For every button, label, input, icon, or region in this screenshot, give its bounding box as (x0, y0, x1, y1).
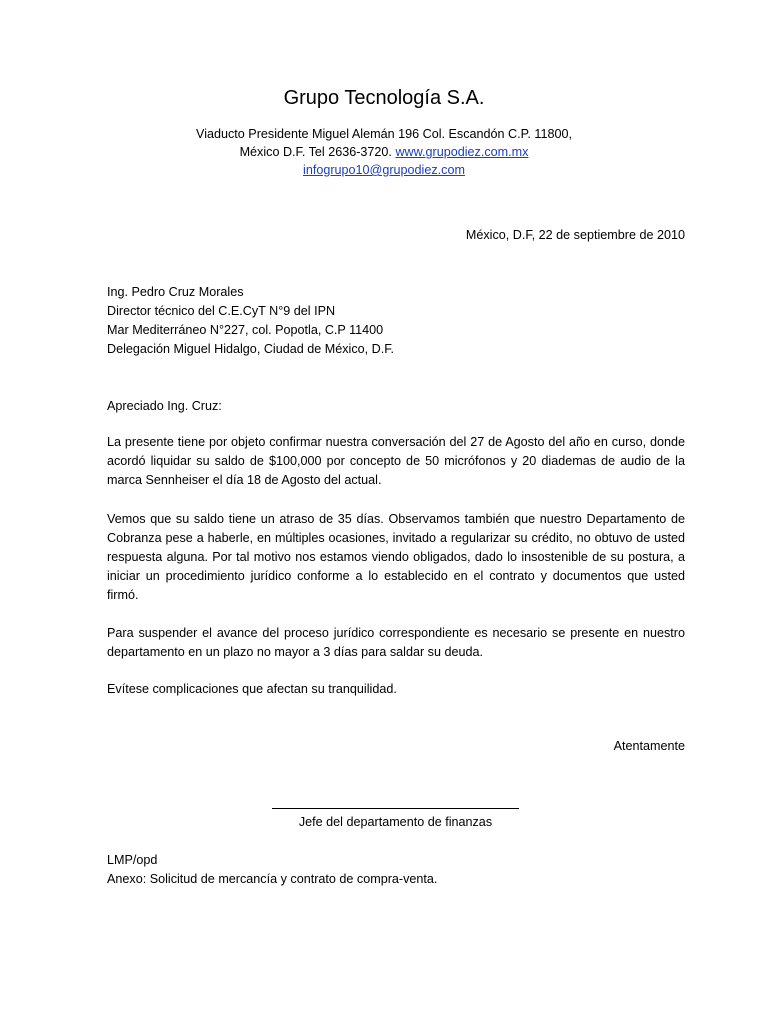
body-paragraph-3: Para suspender el avance del proceso jurídico correspondiente es necesario se presente en nuestro departamento en un plazo no mayor a 3 días para saldar su deuda. (107, 626, 685, 659)
signature-line (272, 808, 519, 809)
email-link[interactable]: infogrupo10@grupodiez.com (303, 163, 465, 177)
recipient-address-line2: Delegación Miguel Hidalgo, Ciudad de México, D.F. (107, 342, 395, 356)
company-name: Grupo Tecnología S.A. (283, 87, 485, 109)
company-address-line2 (0, 143, 768, 161)
recipient-title: Director técnico del C.E.CyT N°9 del IPN (107, 304, 336, 318)
reference-initials: LMP/opd (107, 853, 158, 867)
company-email-line (0, 161, 768, 179)
signature-title: Jefe del departamento de finanzas (298, 815, 493, 829)
salutation: Apreciado Ing. Cruz: (107, 399, 222, 413)
body-paragraph-1: La presente tiene por objeto confirmar nuestra conversación del 27 de Agosto del año en curso, donde acordó liquidar su saldo de $100,000 por concepto de 50 micrófonos y 20 diademas de audio de la marca Sennheiser el día 18 de Agosto del actual. (107, 435, 685, 487)
website-link[interactable]: www.grupodiez.com.mx (395, 145, 529, 159)
recipient-name: Ing. Pedro Cruz Morales (107, 285, 244, 299)
company-address-line1: Viaducto Presidente Miguel Alemán 196 Col. Escandón C.P. 11800, (196, 127, 572, 141)
annex-note: Anexo: Solicitud de mercancía y contrato de compra-venta. (107, 872, 438, 886)
letter-date: México, D.F, 22 de septiembre de 2010 (465, 228, 685, 242)
body-paragraph-4: Evítese complicaciones que afectan su tranquilidad. (107, 682, 397, 696)
company-phone: México D.F. Tel 2636-3720. (239, 145, 392, 159)
recipient-address-line1: Mar Mediterráneo N°227, col. Popotla, C.P 11400 (107, 323, 384, 337)
closing: Atentamente (613, 739, 685, 753)
recipient-block (107, 283, 394, 359)
body-paragraph-2: Vemos que su saldo tiene un atraso de 35 días. Observamos también que nuestro Departamento de Cobranza pese a haberle, en múltiples ocasiones, invitado a regularizar su crédito, no obtuvo de usted respuesta alguna. Por tal motivo nos estamos viendo obligados, dado lo insostenible de su postura, a iniciar un procedimiento jurídico conforme a lo establecido en el contrato y documentos que usted firmó. (107, 512, 685, 602)
